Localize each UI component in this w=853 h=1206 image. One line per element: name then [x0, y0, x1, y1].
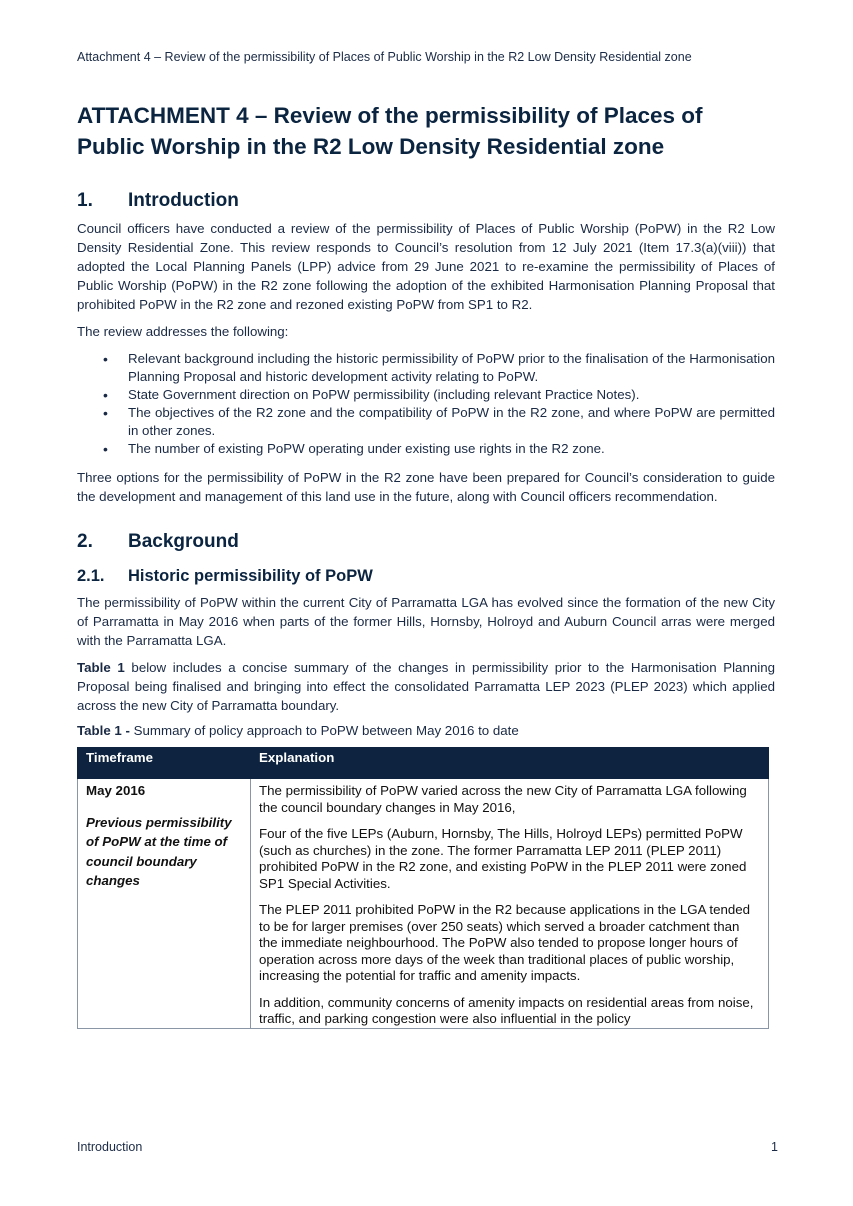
- header-timeframe: Timeframe: [78, 748, 251, 779]
- document-body: [77, 100, 775, 1029]
- list-item: • Relevant background including the historic permissibility of PoPW prior to the finalisation of the Harmonisation Planning Proposal and historic development activity relating to PoPW.: [128, 350, 775, 386]
- section-heading-background: [77, 531, 775, 553]
- section-number: 2.: [77, 531, 93, 552]
- table-reference-text: below includes a concise summary of the changes in permissibility prior to the Harmonisation Planning Proposal being finalised and bringing into effect the consolidated Parramatta LEP 2023 (PLEP 2023) which applied across the new City of Parramatta boundary.: [77, 660, 775, 713]
- subsection-title: Historic permissibility of PoPW: [128, 567, 373, 585]
- historic-paragraph: The permissibility of PoPW within the current City of Parramatta LGA has evolved since the formation of the new City of Parramatta in May 2016 when parts of the former Hills, Hornsby, Holroyd and Auburn Council arras were merged with the Parramatta LGA.: [77, 595, 775, 648]
- caption-label: Table 1 -: [77, 723, 130, 738]
- table-row: [78, 779, 769, 1029]
- explanation-paragraph: The PLEP 2011 prohibited PoPW in the R2 because applications in the LGA tended to be for larger premises (over 250 seats) which served a broader catchment than the immediate neighbourhood. The PoPW also tended to propose longer hours of operation across more days of the week than traditional places of public worship, increasing the potential for traffic and amenity impacts.: [259, 902, 751, 983]
- section-title: Background: [128, 531, 239, 552]
- document-title: ATTACHMENT 4 – Review of the permissibility of Places of Public Worship in the R2 Low Density Residential zone: [77, 103, 703, 159]
- table-reference-paragraph: [77, 658, 775, 715]
- caption-text: Summary of policy approach to PoPW between May 2016 to date: [129, 723, 519, 738]
- review-bullet-list: [77, 350, 775, 458]
- options-paragraph: Three options for the permissibility of PoPW in the R2 zone have been prepared for Council’s consideration to guide the development and management of this land use in the future, along with Council officers recommendation.: [77, 470, 775, 504]
- explanation-paragraph: The permissibility of PoPW varied across the new City of Parramatta LGA following the council boundary changes in May 2016,: [259, 783, 747, 815]
- timeframe-cell: [78, 779, 251, 1029]
- timeframe-date: May 2016: [86, 783, 146, 798]
- explanation-paragraph: Four of the five LEPs (Auburn, Hornsby, The Hills, Holroyd LEPs) permitted PoPW (such as churches) in the zone. The former Parramatta LEP 2011 (PLEP 2011) prohibited PoPW in the R2 zone, and existing PoPW in the PLEP 2011 were zoned SP1 Special Activities.: [259, 826, 747, 891]
- subsection-heading-historic: [77, 567, 775, 586]
- explanation-paragraph: In addition, community concerns of amenity impacts on residential areas from noise, traffic, and parking congestion were also influential in the policy: [259, 994, 754, 1026]
- header-explanation: Explanation: [251, 748, 769, 779]
- review-lead-paragraph: The review addresses the following:: [77, 324, 289, 339]
- list-item: • The number of existing PoPW operating under existing use rights in the R2 zone.: [128, 440, 775, 458]
- subsection-number: 2.1.: [77, 567, 105, 585]
- footer-page-number: 1: [771, 1140, 778, 1154]
- section-heading-introduction: [77, 190, 775, 212]
- section-number: 1.: [77, 190, 93, 211]
- intro-paragraph: Council officers have conducted a review of the permissibility of Places of Public Worship (PoPW) in the R2 Low Density Residential Zone. This review responds to Council’s resolution from 12 July 2021 (Item 17.3(a)(viii)) that adopted the Local Planning Panels (LPP) advice from 29 June 2021 to re-examine the permissibility of Places of Public Worship (PoPW) in the R2 zone following the adoption of the exhibited Harmonisation Planning Proposal that prohibited PoPW in the R2 zone and rezoned existing PoPW from SP1 to R2.: [77, 221, 775, 312]
- footer-section-name: Introduction: [77, 1140, 143, 1154]
- explanation-cell: [251, 779, 769, 1029]
- list-item: • State Government direction on PoPW permissibility (including relevant Practice Notes).: [128, 386, 775, 404]
- timeframe-subtitle: Previous permissibility of PoPW at the time of council boundary changes: [86, 814, 232, 888]
- policy-summary-table: [77, 747, 769, 1029]
- table-header-row: [78, 748, 769, 779]
- running-header: Attachment 4 – Review of the permissibility of Places of Public Worship in the R2 Low Density Residential zone: [77, 50, 692, 64]
- table-reference-bold: Table 1: [77, 660, 125, 675]
- table-caption: [77, 723, 775, 738]
- list-item: • The objectives of the R2 zone and the compatibility of PoPW in the R2 zone, and where PoPW are permitted in other zones.: [128, 404, 775, 440]
- section-title: Introduction: [128, 190, 239, 211]
